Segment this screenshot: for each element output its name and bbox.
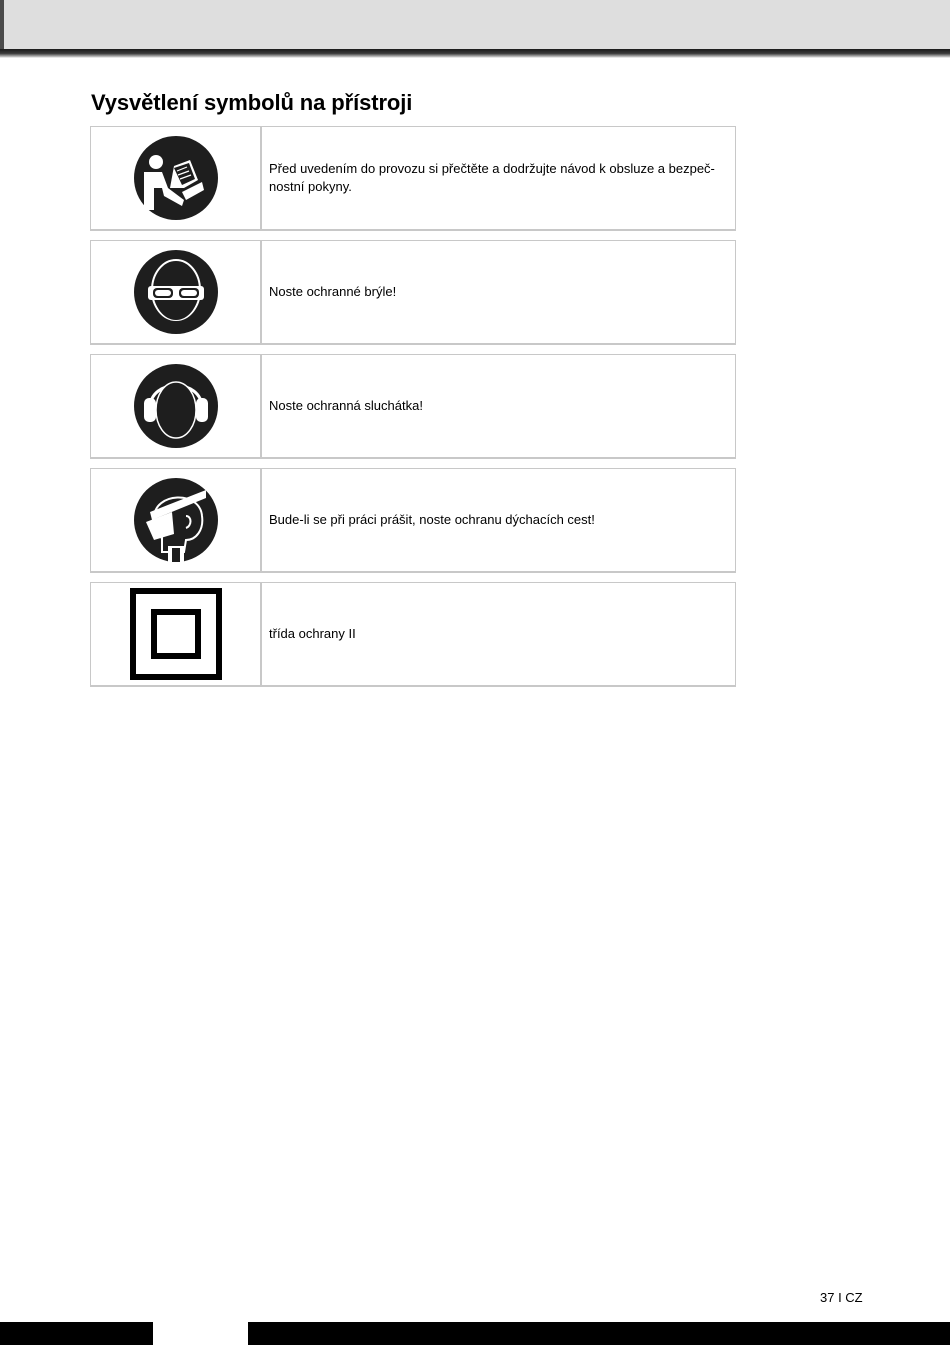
symbol-description: třída ochrany II xyxy=(269,626,356,641)
page-title: Vysvětlení symbolů na přístroji xyxy=(91,90,413,115)
symbol-cell xyxy=(91,355,262,457)
symbol-row-read-manual xyxy=(90,126,736,231)
symbol-description: Před uvedením do provozu si přečtěte a dodržujte návod k obsluze a bezpeč-nostní pokyny. xyxy=(269,161,715,194)
symbol-cell xyxy=(91,469,262,571)
symbol-cell xyxy=(91,127,262,229)
safety-goggles-icon xyxy=(134,250,218,334)
symbol-description: Noste ochranné brýle! xyxy=(269,284,397,299)
symbol-row-ear-protection xyxy=(90,354,736,459)
top-header-bar xyxy=(0,0,950,50)
footer-bar-right xyxy=(248,1322,950,1345)
header-shadow-band xyxy=(0,49,950,58)
respiratory-protection-icon xyxy=(134,478,218,562)
symbol-cell xyxy=(91,241,262,343)
symbol-cell xyxy=(91,583,262,685)
symbol-row-respiratory xyxy=(90,468,736,573)
read-manual-icon xyxy=(134,136,218,220)
symbol-description: Bude-li se při práci prášit, noste ochranu dýchacích cest! xyxy=(269,512,595,527)
symbol-row-goggles xyxy=(90,240,736,345)
footer-bar-left xyxy=(0,1322,153,1345)
protection-class-ii-icon xyxy=(130,588,222,680)
symbol-description: Noste ochranná sluchátka! xyxy=(269,398,423,413)
ear-protection-icon xyxy=(134,364,218,448)
page-number: 37 I CZ xyxy=(820,1290,863,1305)
symbol-row-protection-class xyxy=(90,582,736,687)
header-edge-accent xyxy=(0,0,4,50)
